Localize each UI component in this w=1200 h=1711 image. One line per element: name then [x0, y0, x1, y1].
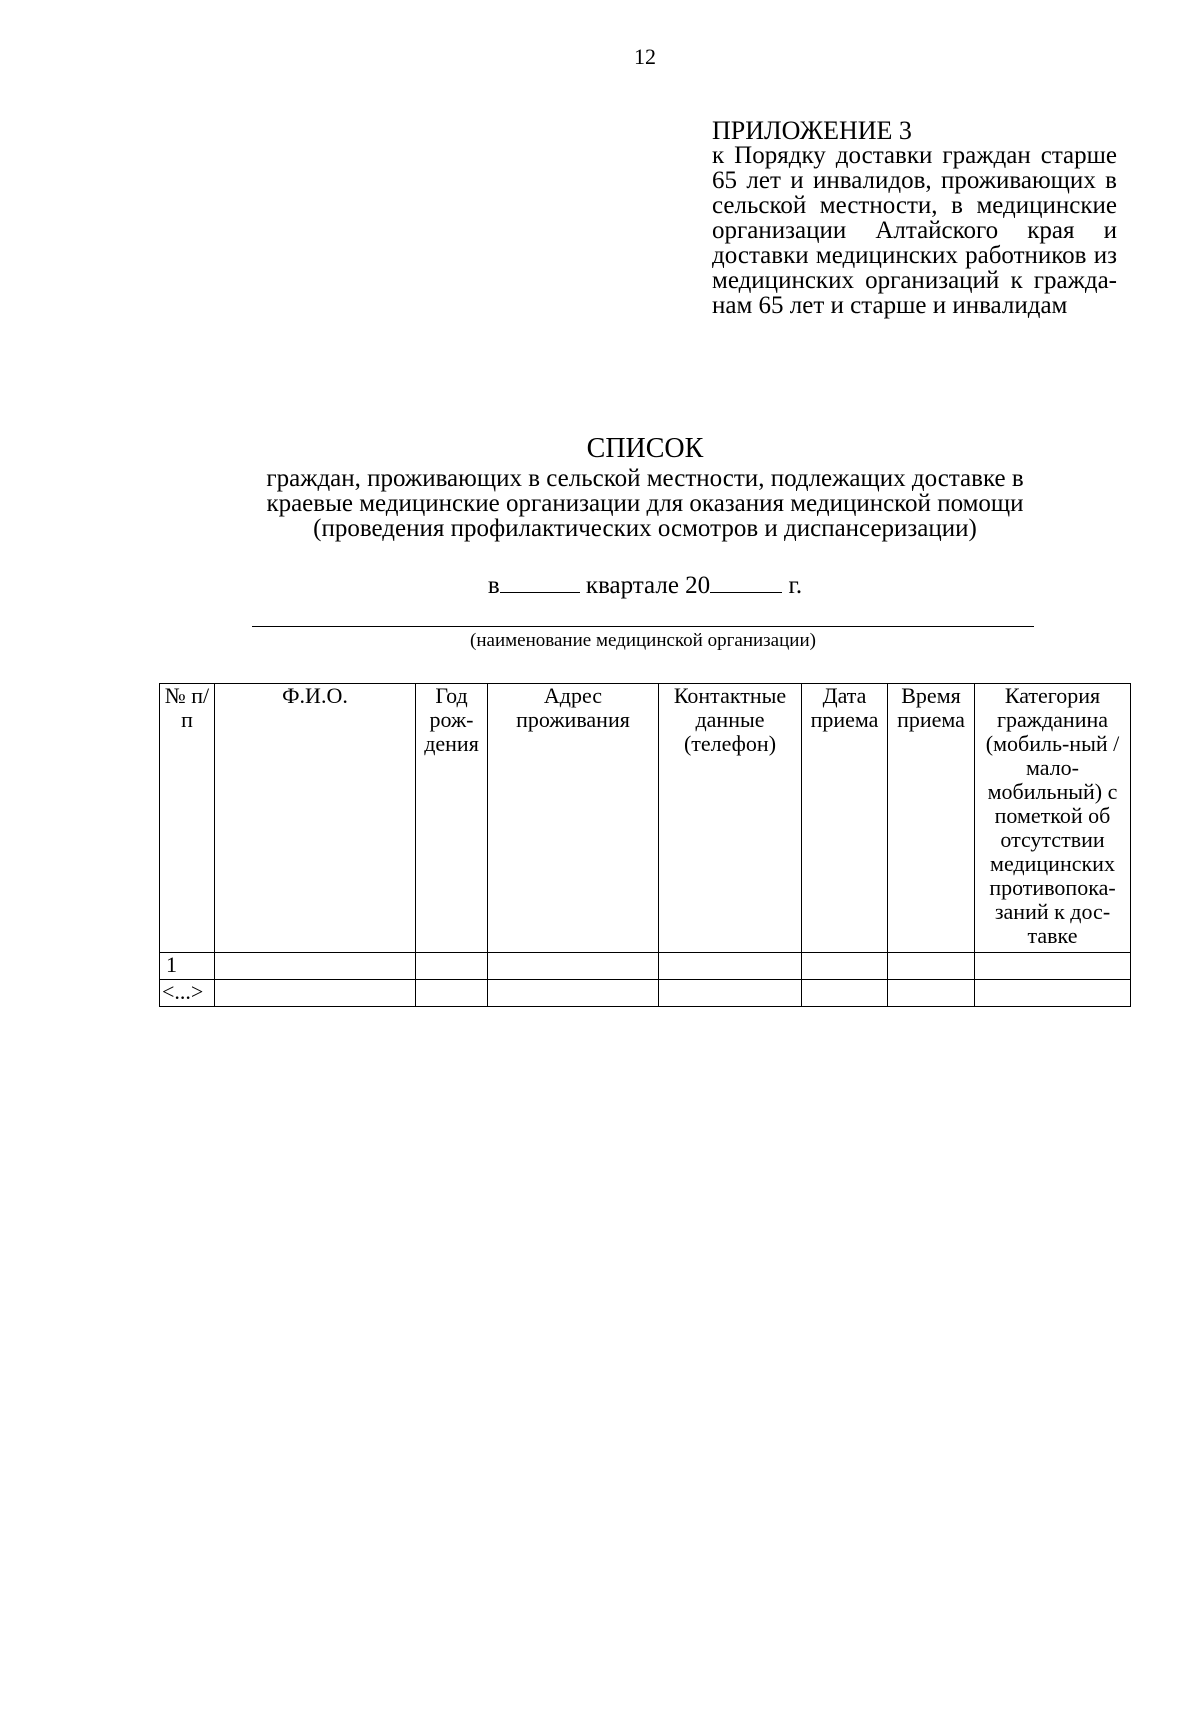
header-fio: Ф.И.О. — [215, 684, 416, 953]
table-cell[interactable]: <...> — [160, 980, 215, 1007]
header-category: Категория гражданина (мобиль-ный / мало-мобильный) с пометкой об отсутствии медицинских противопока-заний к дос-тавке — [975, 684, 1131, 953]
quarter-prefix: в — [487, 572, 500, 599]
citizens-table — [159, 683, 1131, 1007]
list-title: СПИСОК — [586, 433, 704, 464]
header-date: Дата приема — [802, 684, 888, 953]
org-caption: (наименование медицинской организации) — [470, 630, 816, 651]
appendix-block — [712, 118, 1117, 318]
appendix-text: к Порядку доставки граждан старше 65 лет и инвалидов, проживающих в сельской местности, в медицинские организации Алтайского края и доставки медицинских работников из медицинских организаций к гражданам 65 лет и старше и инвалидам — [712, 142, 1117, 319]
year-blank[interactable] — [710, 568, 782, 593]
table-cell[interactable] — [975, 980, 1131, 1007]
header-time: Время приема — [888, 684, 975, 953]
table-cell[interactable] — [659, 953, 802, 980]
header-birth-year: Год рож-дения — [416, 684, 488, 953]
table-cell[interactable] — [215, 953, 416, 980]
table-row — [160, 953, 1131, 980]
list-subtitle: граждан, проживающих в сельской местности, подлежащих доставке в краевые медицинские организации для оказания медицинской помощи (проведения профилактических осмотров и диспансеризации) — [266, 465, 1024, 542]
quarter-middle: квартале 20 — [585, 572, 711, 599]
table-cell[interactable] — [802, 953, 888, 980]
table-cell[interactable] — [488, 953, 659, 980]
table-cell[interactable] — [975, 953, 1131, 980]
org-name-field[interactable] — [252, 626, 1034, 627]
appendix-title: ПРИЛОЖЕНИЕ 3 — [712, 116, 912, 145]
table-row — [160, 980, 1131, 1007]
table-cell[interactable] — [659, 980, 802, 1007]
header-address: Адрес проживания — [488, 684, 659, 953]
page-number: 12 — [634, 44, 656, 69]
table-cell[interactable] — [888, 980, 975, 1007]
table-cell[interactable] — [416, 953, 488, 980]
table-header-row — [160, 684, 1131, 953]
quarter-blank[interactable] — [500, 568, 580, 593]
table-cell[interactable] — [888, 953, 975, 980]
header-contacts: Контактные данные (телефон) — [659, 684, 802, 953]
table-cell[interactable] — [215, 980, 416, 1007]
quarter-suffix: г. — [788, 572, 803, 599]
table-cell[interactable]: 1 — [160, 953, 215, 980]
header-number: № п/п — [160, 684, 215, 953]
table-cell[interactable] — [802, 980, 888, 1007]
quarter-line — [0, 568, 1200, 600]
table-cell[interactable] — [488, 980, 659, 1007]
table-cell[interactable] — [416, 980, 488, 1007]
